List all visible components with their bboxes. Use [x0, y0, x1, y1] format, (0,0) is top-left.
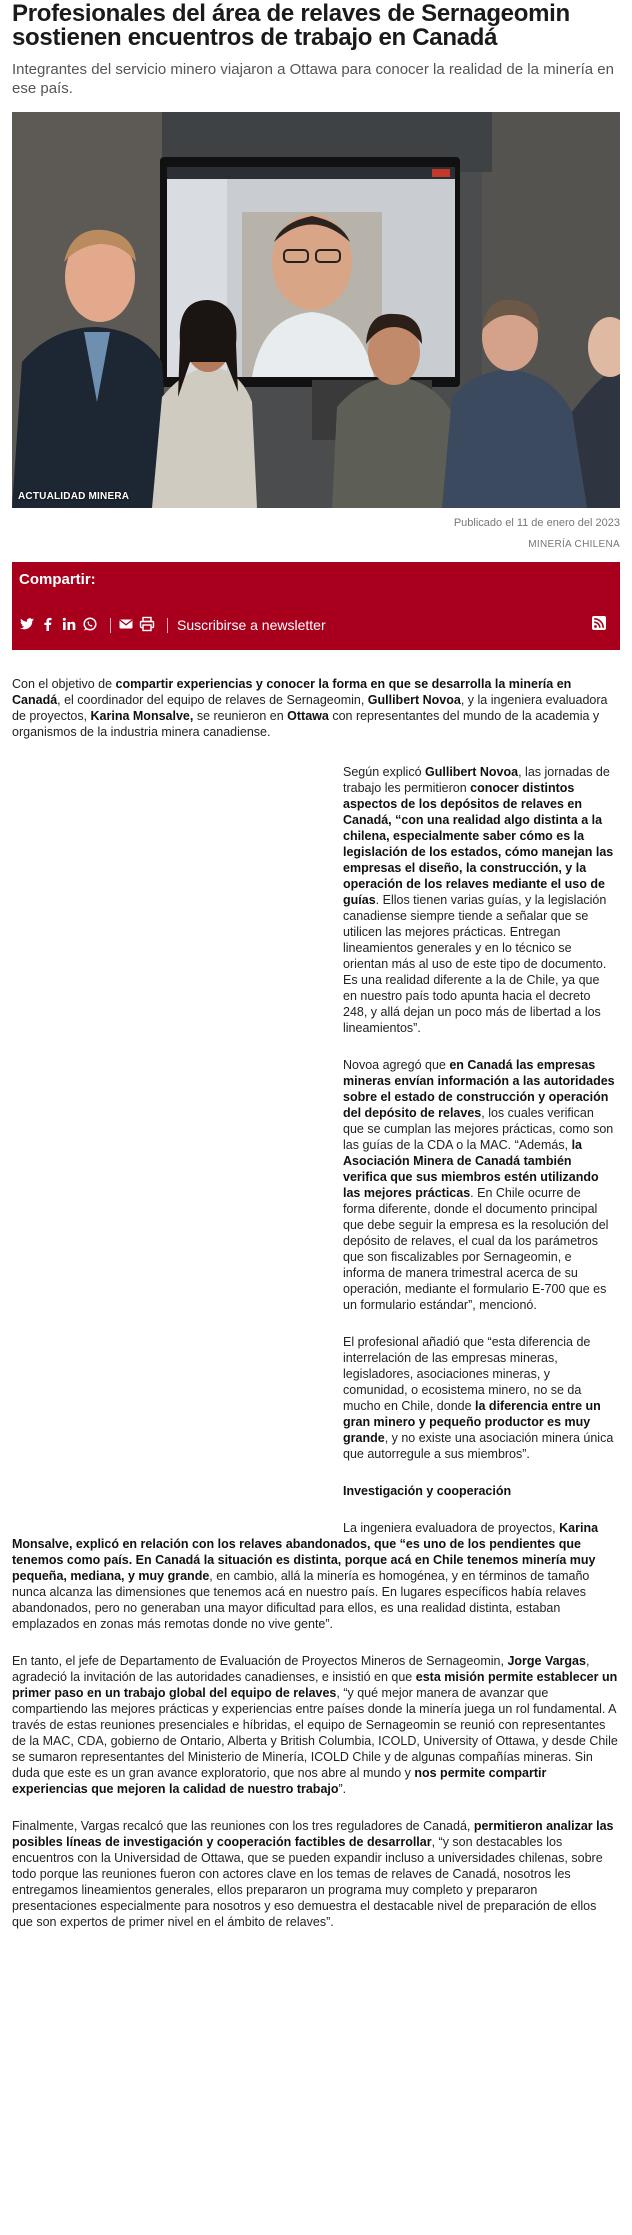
facebook-icon[interactable] — [40, 616, 58, 634]
paragraph-vargas-1: En tanto, el jefe de Departamento de Evaluación de Proyectos Mineros de Sernageomin, Jorge Vargas, agradeció la invitación de las autoridades canadienses, e insistió en que esta misión permite establecer un primer paso en un trabajo global del equipo de relaves, “y qué mejor manera de avanzar que compartiendo las mejores prácticas y experiencias entre países donde la minería juega un rol fundamental. A través de estas reuniones presenciales e híbridas, el equipo de Sernageomin se reunió con representantes de la MAC, CDA, gobierno de Ontario, Alberta y British Columbia, ICOLD, University of Ottawa, y desde Chile se sumaron representantes del Ministerio de Minería, ICOLD Chile y de algunas compañías mineras. Sin duda que este es un gran avance exploratorio, que nos abre al mundo y nos permite compartir experiencias que mejoren la calidad de nuestro trabajo”. — [12, 1654, 618, 1796]
article-column — [343, 764, 615, 1499]
article-subtitle: Integrantes del servicio minero viajaron a Ottawa para conocer la realidad de la minería en ese país. — [12, 61, 614, 97]
meeting-photo-illustration — [12, 112, 620, 508]
article-title: Profesionales del área de relaves de Sernageomin sostienen encuentros de trabajo en Canadá — [12, 0, 570, 51]
whatsapp-icon[interactable] — [82, 616, 100, 634]
share-divider — [110, 618, 111, 633]
article-meta — [12, 516, 620, 552]
share-bar — [19, 612, 613, 638]
newsletter-link[interactable]: Suscribirse a newsletter — [177, 617, 326, 633]
twitter-icon[interactable] — [19, 616, 37, 634]
photo-credit: ACTUALIDAD MINERA — [18, 491, 130, 502]
section-heading: Investigación y cooperación — [343, 1484, 512, 1498]
paragraph-novoa-3: El profesional añadió que “esta diferencia de interrelación de las empresas mineras, legisladores, asociaciones mineras, y comunidad, o ecosistema minero, no se da mucho en Chile, donde la diferencia entre un gran minero y pequeño productor es muy grande, y no existe una asociación minera única que autorregule a sus miembros”. — [343, 1335, 614, 1461]
linkedin-icon[interactable] — [61, 616, 79, 634]
share-title: Compartir: — [19, 571, 96, 588]
paragraph-monsalve: La ingeniera evaluadora de proyectos, Karina Monsalve, explicó en relación con los relaves abandonados, que “es uno de los pendientes que tenemos como país. En Canadá la situación es distinta, porque acá en Chile tenemos minería muy pequeña, mediana, y muy grande, en cambio, allá la minería es homogénea, y en términos de tamaño nunca alcanza las dimensiones que tenemos acá en nuestro país. En lugares específicos había relaves abandonados, pero no generaban una mayor dificultad para ellos, es una realidad distinta, estaban emplazados en zonas más remotas donde no vive gente”. — [12, 1521, 599, 1631]
mail-icon[interactable] — [118, 616, 136, 634]
paragraph-vargas-2: Finalmente, Vargas recalcó que las reuniones con los tres reguladores de Canadá, permitieron analizar las posibles líneas de investigación y cooperación factibles de desarrollar, “y son destacables los encuentros con la Universidad de Ottawa, que se pueden expandir incluso a universidades chilenas, sobre todo porque las reuniones fueron con actores clave en los temas de relaves de Canadá, nosotros les entregamos lineamientos generales, ellos prepararon un programa muy completo y prepararon presentaciones especialmente para nosotros y eso demuestra el destacable nivel de preparación de ellos que son expertos de primer nivel en el ámbito de relaves”. — [12, 1819, 614, 1929]
paragraph-novoa-2: Novoa agregó que en Canadá las empresas mineras envían información a las autoridades sobre el estado de construcción y operación del depósito de relaves, los cuales verifican que se cumplan las mejores prácticas, como son las guías de la CDA o la MAC. “Además, la Asociación Minera de Canadá también verifica que sus miembros estén utilizando las mejores prácticas. En Chile ocurre de forma diferente, donde el documento principal que debe seguir la empresa es la resolución del depósito de relaves, el cual da los parámetros que son fiscalizables por Sernageomin, e informa de manera trimestral acerca de su operación, mediante el formulario E-700 que es un formulario estándar”, mencionó. — [343, 1058, 615, 1312]
article-source: MINERÍA CHILENA — [528, 539, 620, 550]
share-divider — [167, 618, 168, 633]
article-body — [12, 676, 620, 1930]
paragraph-intro: Con el objetivo de compartir experiencias y conocer la forma en que se desarrolla la minería en Canadá, el coordinador del equipo de relaves de Sernageomin, Gullibert Novoa, y la ingeniera evaluadora de proyectos, Karina Monsalve, se reunieron en Ottawa con representantes del mundo de la academia y organismos de la industria minera canadiense. — [12, 677, 608, 739]
print-icon[interactable] — [139, 616, 157, 634]
share-box — [12, 562, 620, 650]
published-date: Publicado el 11 de enero del 2023 — [453, 517, 620, 529]
article-photo — [12, 112, 620, 508]
paragraph-novoa-1: Según explicó Gullibert Novoa, las jornadas de trabajo les permitieron conocer distintos aspectos de los depósitos de relaves en Canadá, “con una realidad algo distinta a la chilena, especialmente saber cómo es la legislación de los estados, cómo manejan las empresas el diseño, la construcción, y la operación de los relaves mediante el uso de guías. Ellos tienen varias guías, y la legislación canadiense siempre tiende a señalar que se utilicen las mejores prácticas. Entregan lineamientos generales y en lo técnico se orientan más al uso de este tipo de documento. Es una realidad diferente a la de Chile, ya que en nuestro país todo apunta hacia el decreto 248, y allá dejan un poco más de libertad a los lineamientos”. — [343, 765, 614, 1035]
rss-icon[interactable] — [592, 616, 610, 634]
